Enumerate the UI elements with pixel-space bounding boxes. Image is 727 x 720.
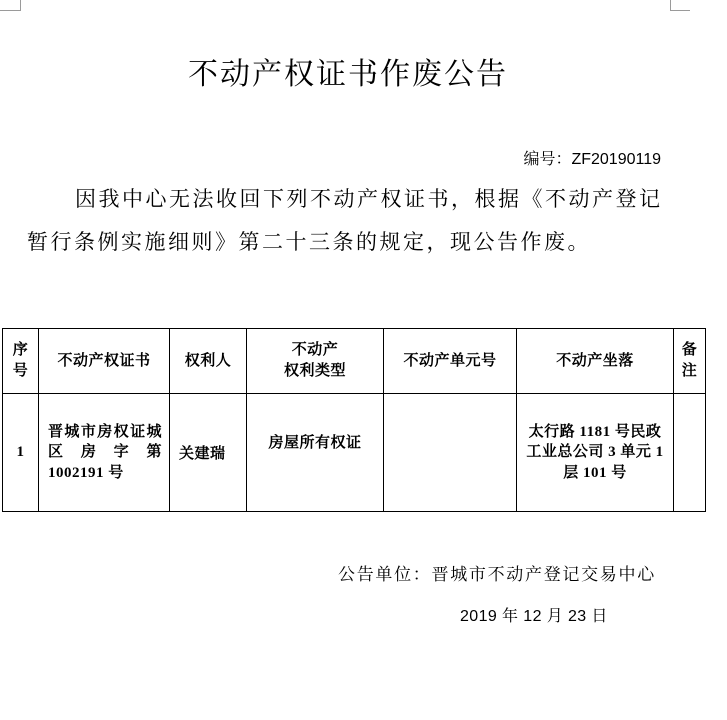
- location-line: 层 101 号: [563, 464, 627, 481]
- corner-mark-top-left-vertical: [20, 0, 21, 11]
- serial-label: 编号：: [523, 151, 572, 168]
- paragraph-line: 因我中心无法收回下列不动产权证书，根据《不动产登记: [75, 187, 663, 211]
- table-row: [3, 394, 706, 512]
- header-index-line: 序: [12, 342, 29, 358]
- header-index: [3, 329, 39, 394]
- cell-holder: 关建瑞: [170, 394, 247, 512]
- certificate-line: 区房字第: [48, 444, 162, 461]
- cell-location: [517, 394, 674, 512]
- header-location: [517, 329, 674, 394]
- issuing-unit: [338, 563, 656, 587]
- issuer-label: 公告单位：: [338, 565, 432, 584]
- header-right-type: [247, 329, 384, 394]
- paragraph-line: 暂行条例实施细则》第二十三条的规定，现公告作废。: [27, 230, 591, 254]
- cell-certificate: [39, 394, 170, 512]
- cell-right-type: 房屋所有权证: [247, 394, 384, 512]
- issuer-name: 晋城市不动产登记交易中心: [431, 565, 656, 584]
- document-title: 不动产权证书作废公告: [188, 58, 508, 91]
- table-body: [3, 329, 706, 512]
- cell-index: 1: [3, 394, 39, 512]
- header-right-type-line: 权利类型: [283, 363, 346, 379]
- header-holder-label: 权利人: [184, 352, 232, 369]
- cell-unit-no: [384, 394, 517, 512]
- header-remark: [674, 329, 706, 394]
- header-remark-line: 备: [681, 342, 698, 358]
- header-unit-no: [384, 329, 517, 394]
- header-remark-line: 注: [681, 363, 698, 379]
- notice-paragraph: [27, 178, 667, 264]
- corner-mark-top-left-horizontal: [0, 10, 21, 11]
- header-right-type-line: 不动产: [291, 342, 339, 358]
- serial-number: [523, 148, 661, 172]
- table-header-row: [3, 329, 706, 394]
- header-certificate: [39, 329, 170, 394]
- location-line: 工业总公司 3 单元 1: [526, 444, 664, 461]
- certificate-line: 晋城市房权证城: [48, 423, 162, 440]
- header-certificate-label: 不动产权证书: [57, 352, 151, 369]
- header-location-label: 不动产坐落: [556, 352, 634, 369]
- certificate-line: 1002191 号: [48, 464, 124, 481]
- serial-value: ZF20190119: [571, 151, 661, 168]
- header-index-line: 号: [12, 363, 29, 379]
- location-line: 太行路 1181 号民政: [528, 423, 662, 440]
- cell-remark: [674, 394, 706, 512]
- header-unit-no-label: 不动产单元号: [403, 352, 497, 369]
- cancellation-table: [2, 328, 706, 512]
- header-holder: [170, 329, 247, 394]
- corner-mark-top-right-horizontal: [670, 10, 690, 11]
- issue-date: 2019 年 12 月 23 日: [460, 608, 608, 625]
